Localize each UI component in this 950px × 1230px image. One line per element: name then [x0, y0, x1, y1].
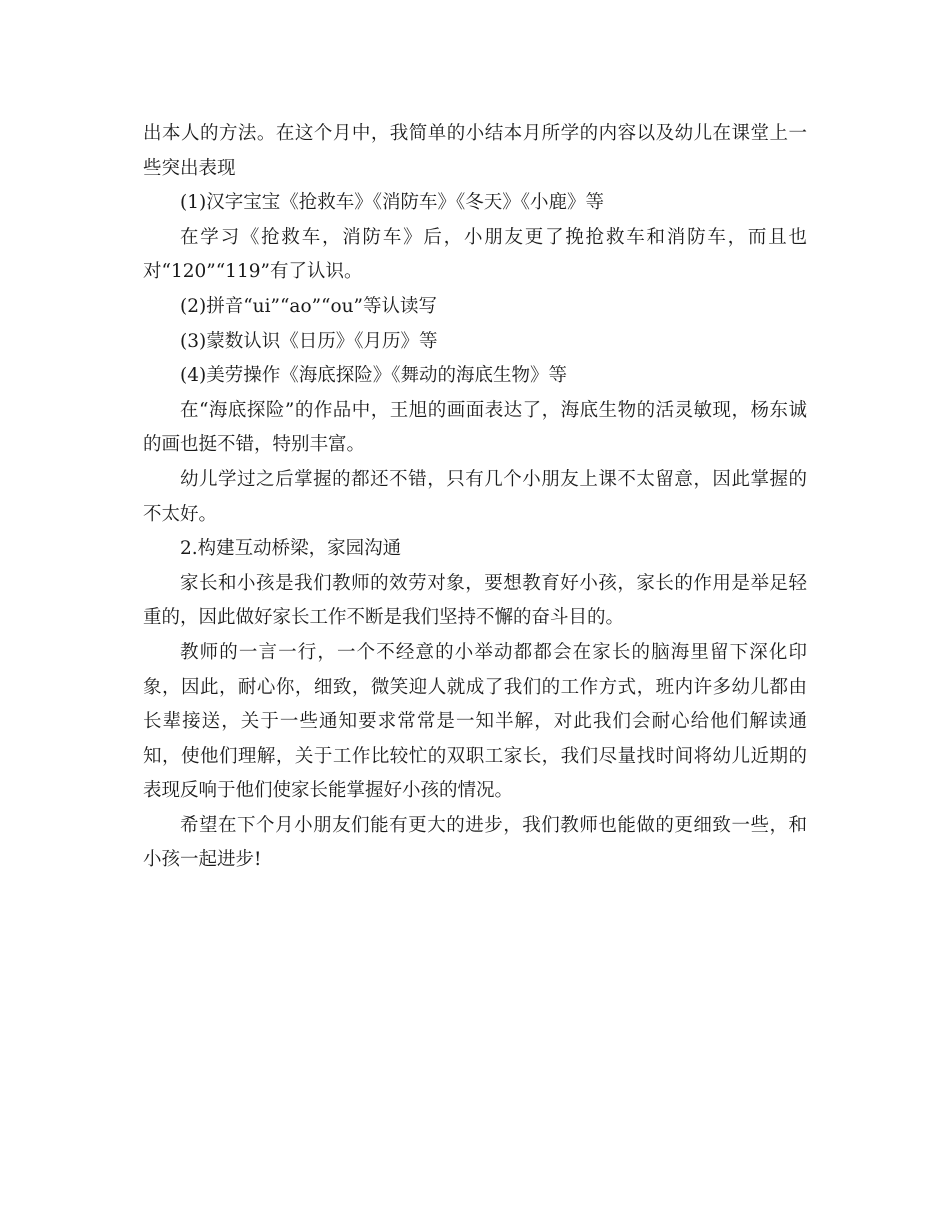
paragraph-5: (3)蒙数认识《日历》《月历》等 — [180, 330, 438, 352]
paragraph-10: 家长和小孩是我们教师的效劳对象，要想教育好小孩，家长的作用是举足轻重的，因此做好家长工作不断是我们坚持不懈的奋斗目的。 — [143, 572, 807, 629]
paragraph-12: 希望在下个月小朋友们能有更大的进步，我们教师也能做的更细致一些，和小孩一起进步! — [143, 814, 807, 871]
section-heading: 2.构建互动桥梁，家园沟通 — [180, 538, 402, 560]
paragraph-2: (1)汉字宝宝《抢救车》《消防车》《冬天》《小鹿》等 — [180, 192, 604, 214]
paragraph-1: 出本人的方法。在这个月中，我简单的小结本月所学的内容以及幼儿在课堂上一些突出表现 — [143, 123, 807, 179]
paragraph-3: 在学习《抢救车，消防车》后，小朋友更了挽抢救车和消防车，而且也对“120”“119”有了认识。 — [143, 226, 807, 283]
paragraph-8: 幼儿学过之后掌握的都还不错，只有几个小朋友上课不太留意，因此掌握的不太好。 — [143, 468, 807, 525]
paragraph-6: (4)美劳操作《海底探险》《舞动的海底生物》等 — [180, 365, 567, 387]
document-body — [143, 117, 807, 878]
paragraph-7: 在“海底探险”的作品中，王旭的画面表达了，海底生物的活灵敏现，杨东诚的画也挺不错，特别丰富。 — [143, 399, 807, 456]
paragraph-4: (2)拼音“ui”“ao”“ou”等认读写 — [180, 295, 438, 317]
paragraph-11: 教师的一言一行，一个不经意的小举动都都会在家长的脑海里留下深化印象，因此，耐心你，细致，微笑迎人就成了我们的工作方式，班内许多幼儿都由长辈接送，关于一些通知要求常常是一知半解，对此我们会耐心给他们解读通知，使他们理解，关于工作比较忙的双职工家长，我们尽量找时间将幼儿近期的表现反响于他们使家长能掌握好小孩的情况。 — [143, 641, 807, 802]
